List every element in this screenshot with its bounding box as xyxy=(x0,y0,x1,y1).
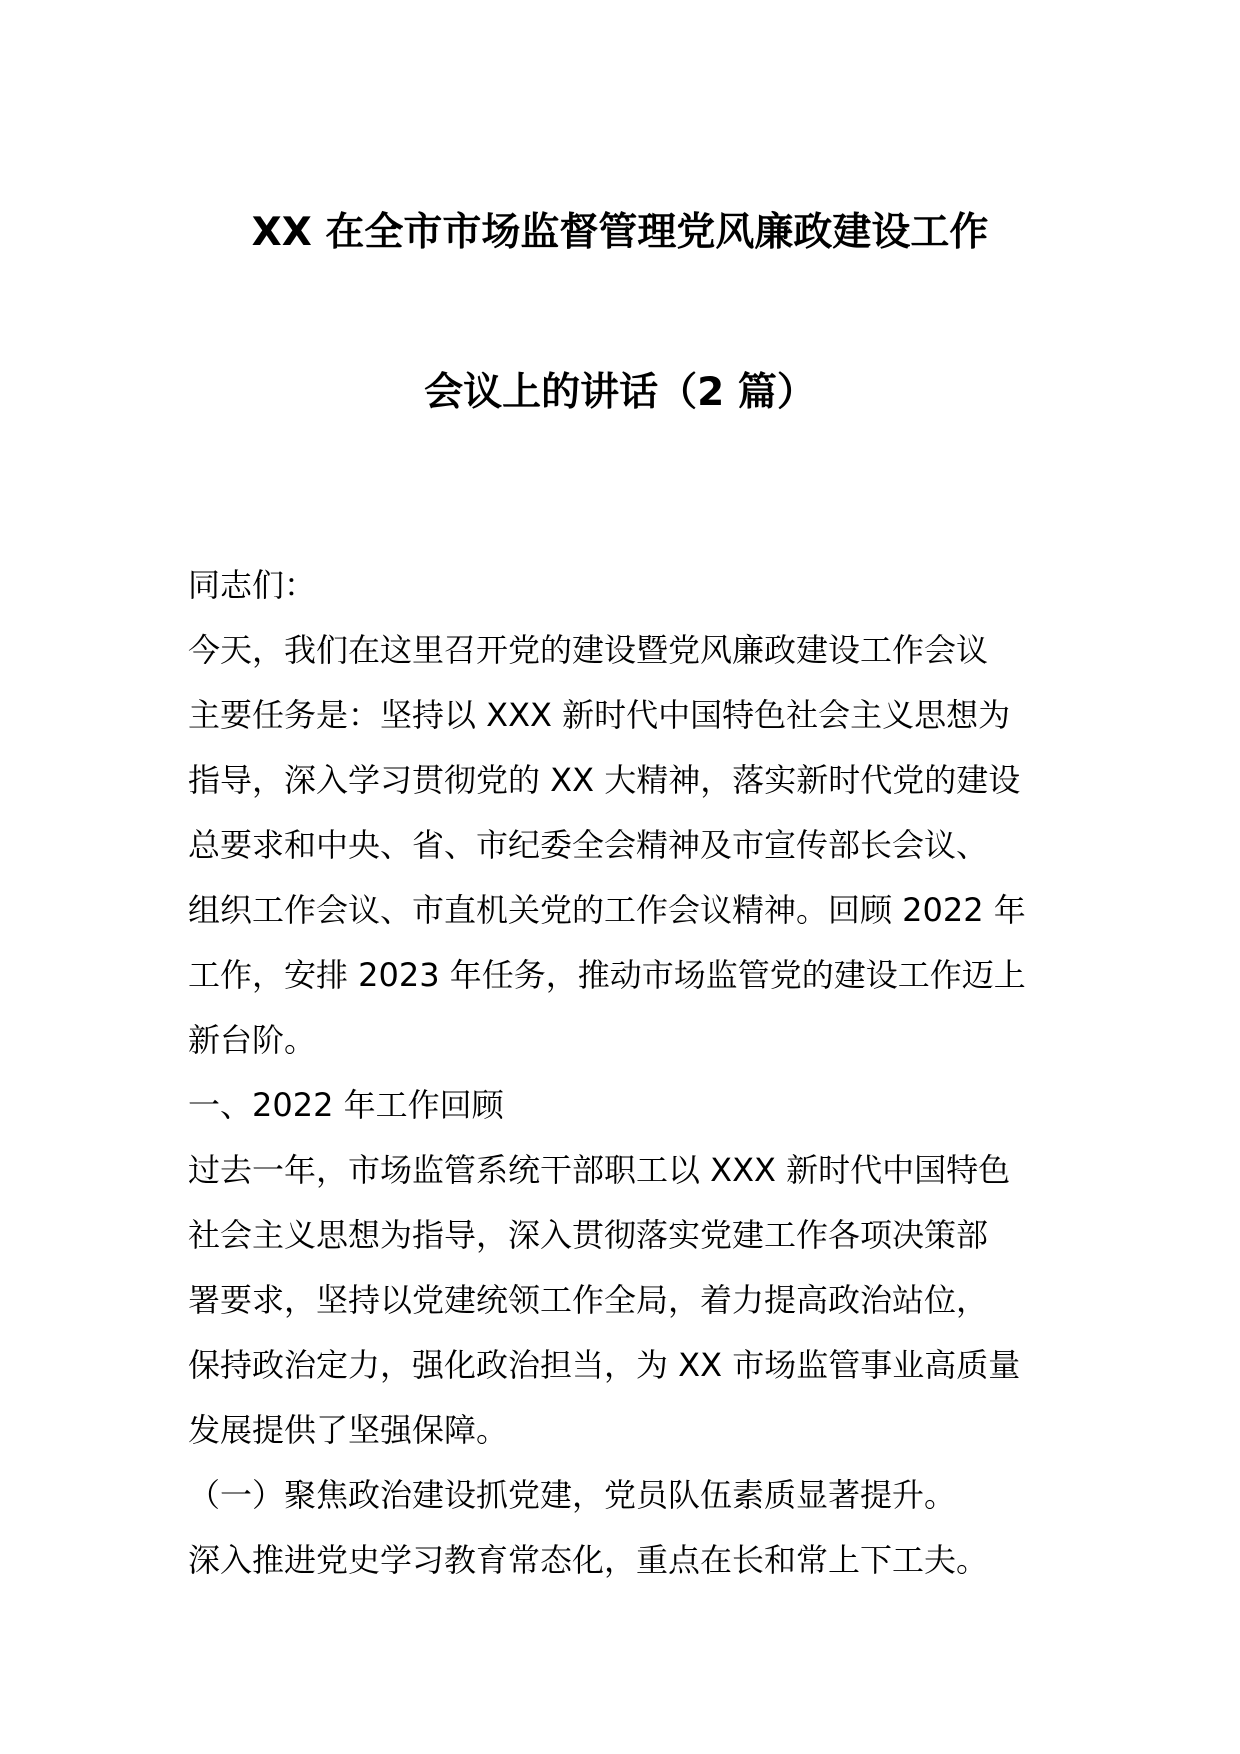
document-title-line-1: XX 在全市市场监督管理党风廉政建设工作 xyxy=(251,210,989,255)
document-body xyxy=(188,553,1058,1593)
body-line-3: 指导，深入学习贯彻党的 XX 大精神，落实新时代党的建设 xyxy=(188,761,1021,799)
body-line-5: 组织工作会议、市直机关党的工作会议精神。回顾 2022 年 xyxy=(188,891,1026,929)
document-title-line-2: 会议上的讲话（2 篇） xyxy=(424,370,816,415)
body-line-10: 社会主义思想为指导，深入贯彻落实党建工作各项决策部 xyxy=(188,1216,989,1254)
body-line-7: 新台阶。 xyxy=(188,1021,317,1059)
subsection-heading-1: （一）聚焦政治建设抓党建，党员队伍素质显著提升。 xyxy=(188,1476,957,1514)
body-line-12: 保持政治定力，强化政治担当，为 XX 市场监管事业高质量 xyxy=(188,1346,1021,1384)
salutation: 同志们： xyxy=(188,566,317,604)
body-line-11: 署要求，坚持以党建统领工作全局，着力提高政治站位， xyxy=(188,1281,989,1319)
body-line-2: 主要任务是：坚持以 XXX 新时代中国特色社会主义思想为 xyxy=(188,696,1011,734)
body-line-15: 深入推进党史学习教育常态化，重点在长和常上下工夫。 xyxy=(188,1541,989,1579)
body-line-4: 总要求和中央、省、市纪委全会精神及市宣传部长会议、 xyxy=(188,826,989,864)
body-line-1: 今天，我们在这里召开党的建设暨党风廉政建设工作会议 xyxy=(188,631,989,669)
body-line-9: 过去一年，市场监管系统干部职工以 XXX 新时代中国特色 xyxy=(188,1151,1011,1189)
body-line-13: 发展提供了坚强保障。 xyxy=(188,1411,509,1449)
body-line-6: 工作，安排 2023 年任务，推动市场监管党的建设工作迈上 xyxy=(188,956,1026,994)
section-heading-1: 一、2022 年工作回顾 xyxy=(188,1086,504,1124)
